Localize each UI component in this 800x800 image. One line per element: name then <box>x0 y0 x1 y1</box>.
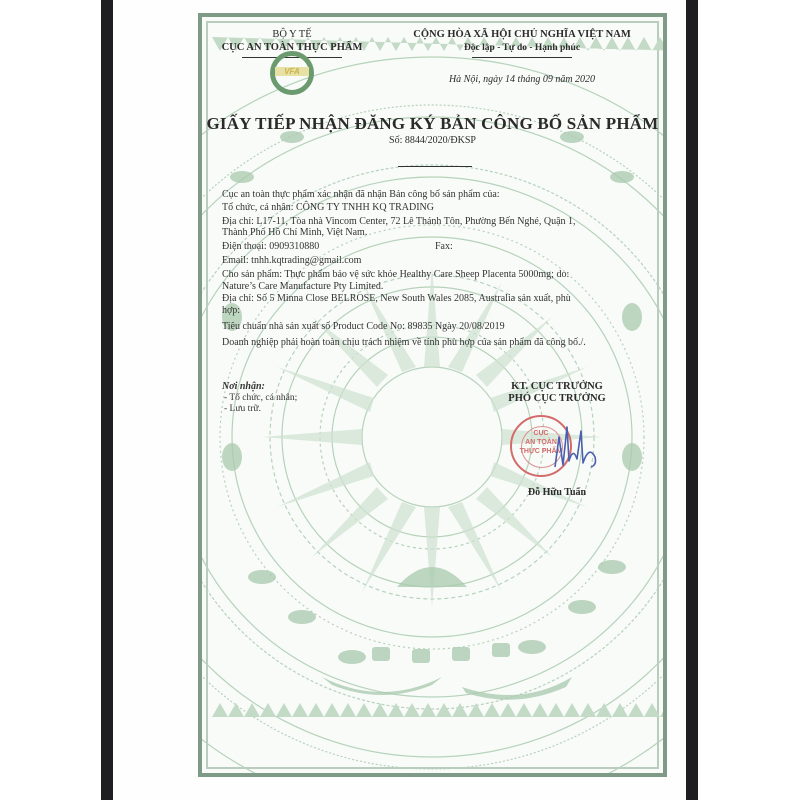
signature-position: PHÓ CỤC TRƯỞNG <box>508 393 606 404</box>
manufacturer-standard: Tiêu chuẩn nhà sản xuất số Product Code No: 89835 Ngày 20/08/2019 <box>222 321 505 332</box>
responsibility-statement: Doanh nghiệp phải hoàn toàn chịu trách nhiệm về tính phù hợp của sản phẩm đã công bố./. <box>222 337 586 348</box>
country-name: CỘNG HÒA XÃ HỘI CHỦ NGHĨA VIỆT NAM <box>413 29 631 40</box>
stamp-text-line: AN TOÀN <box>525 439 557 446</box>
vfa-logo <box>270 51 314 95</box>
national-motto: Độc lập - Tự do - Hạnh phúc <box>463 43 581 53</box>
intro-text: Cục an toàn thực phẩm xác nhận đã nhận Bản công bố sản phẩm của: <box>222 189 500 200</box>
recipient-item: - Lưu trữ. <box>224 404 261 414</box>
address-line-2: Thành Phố Hồ Chí Minh, Việt Nam. <box>222 227 368 238</box>
signer-name: Đỗ Hữu Tuấn <box>527 487 587 498</box>
recipients-label: Nơi nhận: <box>222 381 265 392</box>
organization: Tổ chức, cá nhân: CÔNG TY TNHH KQ TRADING <box>222 202 434 213</box>
handwritten-signature <box>547 417 607 477</box>
title-underline <box>398 166 472 167</box>
document-title: GIẤY TIẾP NHẬN ĐĂNG KÝ BẢN CÔNG BỐ SẢN PHẨM <box>206 114 659 133</box>
phone: Điện thoại: 0909310880 <box>222 241 320 252</box>
stamp-text-line: CỤC <box>533 430 549 437</box>
viewer-left-edge <box>101 0 113 800</box>
agency-name: CỤC AN TOÀN THỰC PHẨM <box>221 42 363 53</box>
place-date: Hà Nội, ngày 14 tháng 09 năm 2020 <box>448 74 596 85</box>
ministry-name: BỘ Y TẾ <box>272 29 312 40</box>
motto-underline <box>472 57 572 58</box>
vfa-logo-text: VFA <box>275 67 309 76</box>
address-line-1: Địa chỉ: L17-11, Tòa nhà Vincom Center, 72 Lê Thánh Tôn, Phường Bến Nghé, Quận 1, <box>222 216 576 227</box>
signature-on-behalf: KT. CỤC TRƯỞNG <box>511 381 603 392</box>
document-number: Số: 8844/2020/ĐKSP <box>389 135 476 146</box>
email: Email: tnhh.kqtrading@gmail.com <box>222 255 362 266</box>
stamp-text-line: THỰC PHẨM <box>519 448 563 455</box>
manufacturer-address-line-2: hợp: <box>222 305 241 316</box>
product-line-1: Cho sản phẩm: Thực phẩm bảo vệ sức khỏe Healthy Care Sheep Placenta 5000mg; do: <box>222 269 570 280</box>
product-line-2: Nature’s Care Manufacture Pty Limited. <box>222 281 384 292</box>
fax: Fax: <box>435 241 453 252</box>
manufacturer-address-line-1: Địa chỉ: Số 5 Minna Close BELROSE, New South Wales 2085, Australia sản xuất, phù <box>222 293 571 304</box>
recipient-item: - Tổ chức, cá nhân; <box>224 393 298 403</box>
certificate <box>198 13 667 777</box>
viewer-right-edge <box>686 0 698 800</box>
